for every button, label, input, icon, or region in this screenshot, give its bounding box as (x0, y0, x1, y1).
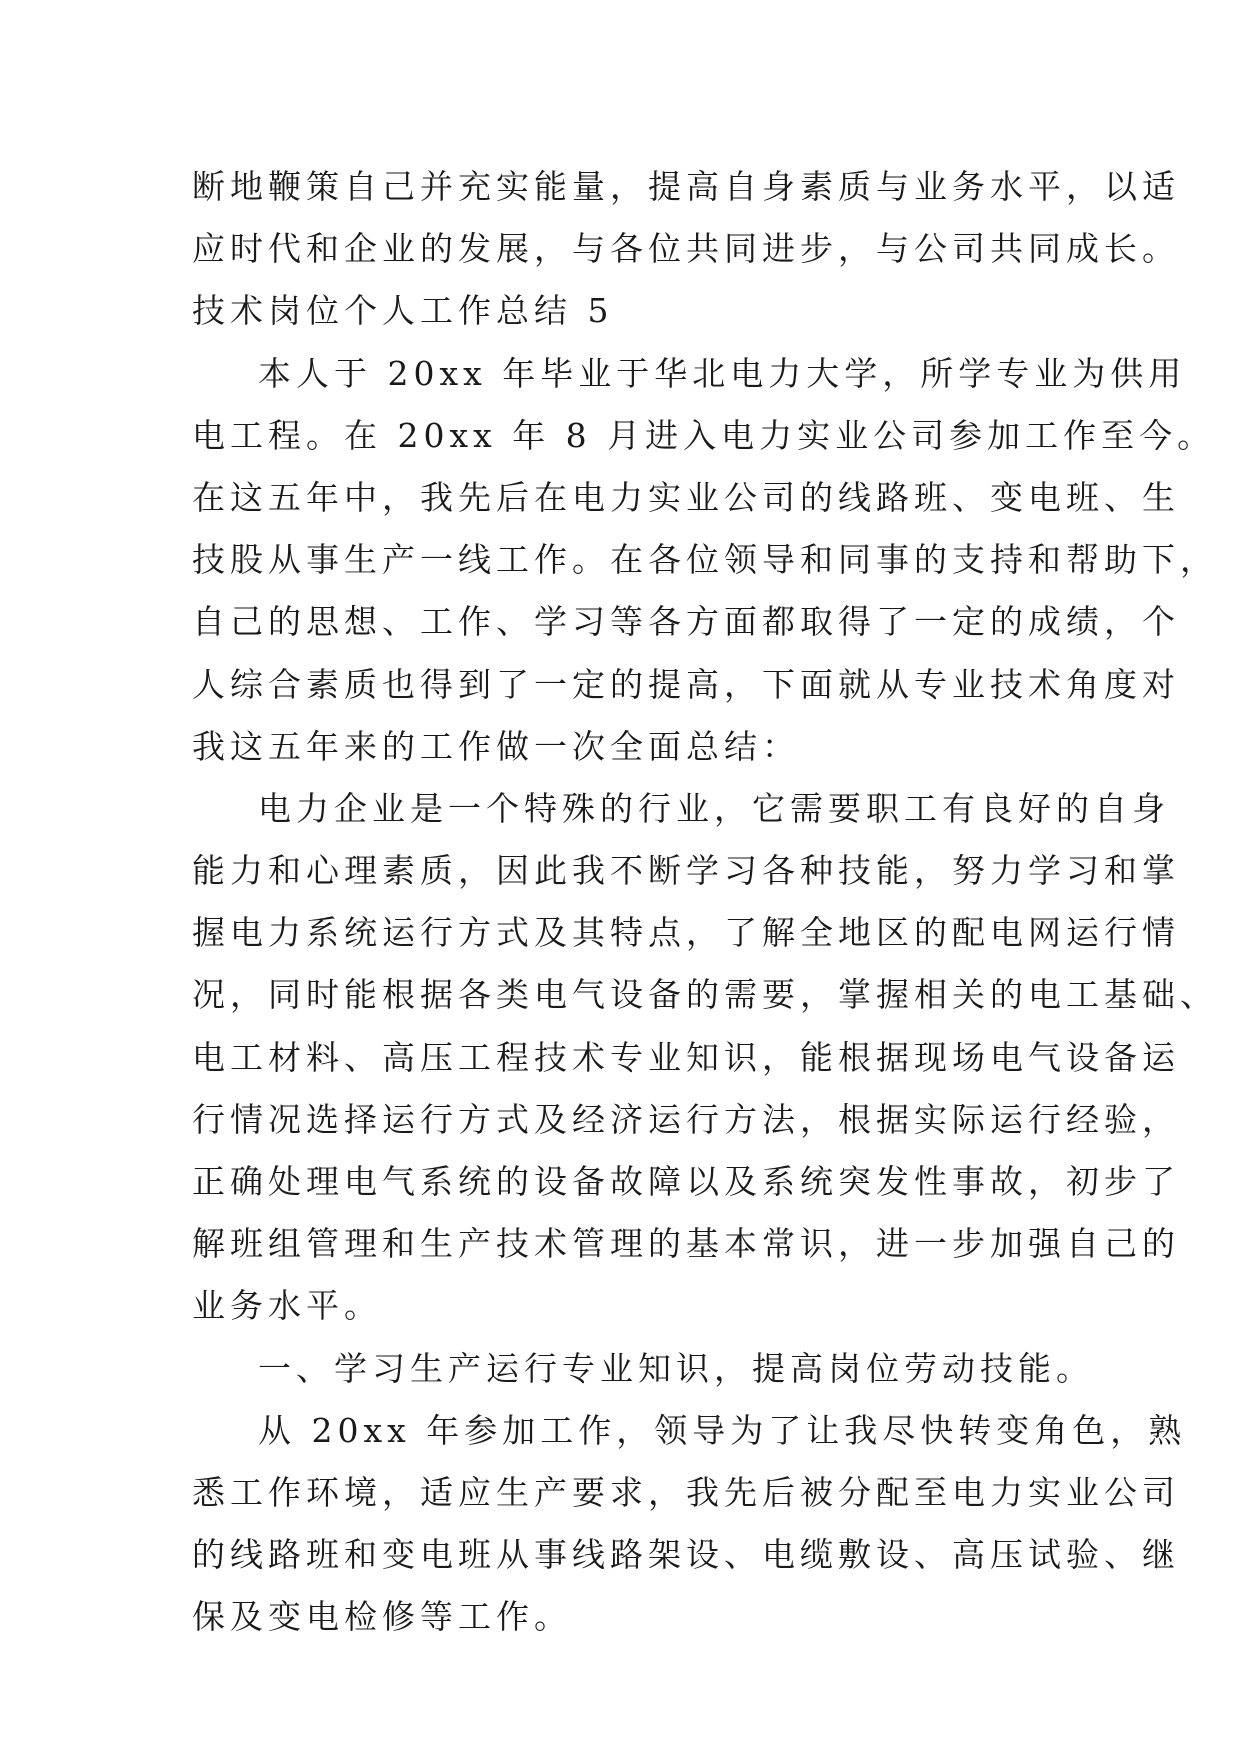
text-line: 应时代和企业的发展，与各位共同进步，与公司共同成长。 (192, 229, 1180, 269)
text-line: 在这五年中，我先后在电力实业公司的线路班、变电班、生 (192, 477, 1180, 517)
text-line: 解班组管理和生产技术管理的基本常识，进一步加强自己的 (192, 1224, 1180, 1264)
document-body (192, 156, 1218, 1649)
text-line: 电工程。在 20xx 年 8 月进入电力实业公司参加工作至今。 (192, 415, 1216, 455)
text-line: 保及变电检修等工作。 (192, 1597, 572, 1637)
text-line: 正确处理电气系统的设备故障以及系统突发性事故，初步了 (192, 1162, 1180, 1201)
text-line: 握电力系统运行方式及其特点，了解全地区的配电网运行情 (192, 913, 1180, 953)
text-line: 况，同时能根据各类电气设备的需要，掌握相关的电工基础、 (192, 975, 1218, 1015)
text-line: 自己的思想、工作、学习等各方面都取得了一定的成绩，个 (192, 602, 1180, 642)
text-line: 断地鞭策自己并充实能量，提高自身素质与业务水平，以适 (192, 167, 1180, 206)
text-line: 业务水平。 (192, 1286, 382, 1326)
text-line: 的线路班和变电班从事线路架设、电缆敷设、高压试验、继 (192, 1535, 1180, 1575)
text-line: 人综合素质也得到了一定的提高，下面就从专业技术角度对 (192, 664, 1180, 704)
text-line: 本人于 20xx 年毕业于华北电力大学，所学专业为供用 (258, 353, 1187, 393)
text-line: 技股从事生产一线工作。在各位领导和同事的支持和帮助下， (192, 540, 1218, 580)
text-line: 一、学习生产运行专业知识，提高岗位劳动技能。 (258, 1348, 1094, 1388)
text-line: 我这五年来的工作做一次全面总结： (192, 726, 800, 766)
text-line: 行情况选择运行方式及经济运行方法，根据实际运行经验， (192, 1099, 1180, 1139)
section-heading: 技术岗位个人工作总结 5 (192, 291, 614, 331)
text-line: 电力企业是一个特殊的行业，它需要职工有良好的自身 (258, 788, 1170, 828)
text-line: 悉工作环境，适应生产要求，我先后被分配至电力实业公司 (192, 1472, 1180, 1512)
text-line: 能力和心理素质，因此我不断学习各种技能，努力学习和掌 (192, 851, 1180, 891)
text-line: 电工材料、高压工程技术专业知识，能根据现场电气设备运 (192, 1037, 1180, 1077)
text-line: 从 20xx 年参加工作，领导为了让我尽快转变角色，熟 (258, 1410, 1187, 1450)
